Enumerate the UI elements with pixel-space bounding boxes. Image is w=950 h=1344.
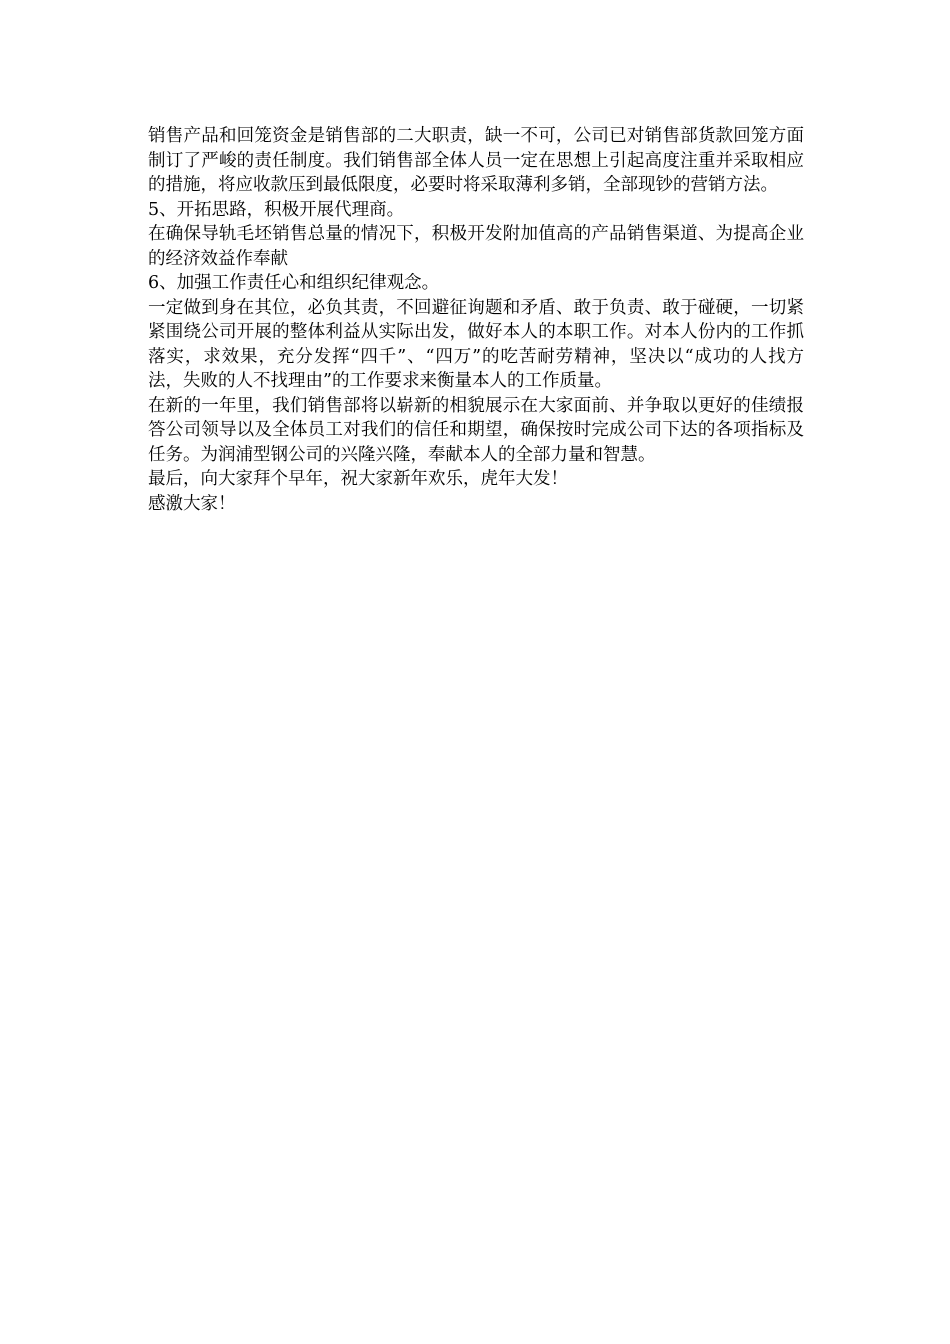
paragraph-collection-duty: 销售产品和回笼资金是销售部的二大职责，缺一不可，公司已对销售部货款回笼方面制订了严峻的责任制度。我们销售部全体人员一定在思想上引起高度注重并采取相应的措施，将应收款压到最低限度，必要时将采取薄利多销，全部现钞的营销方法。 [148,126,804,195]
heading-item-6: 6、加强工作责任心和组织纪律观念。 [148,273,440,293]
paragraph-sales-channels: 在确保导轨毛坯销售总量的情况下，积极开发附加值高的产品销售渠道、为提高企业的经济效益作奉献 [148,224,804,269]
document-body [148,124,804,516]
paragraph-responsibility: 一定做到身在其位，必负其责，不回避征询题和矛盾、敢于负责、敢于碰硬，一切紧紧围绕公司开展的整体利益从实际出发，做好本人的本职工作。对本人份内的工作抓落实，求效果，充分发挥“四千”、“四万”的吃苦耐劳精神，坚决以“成功的人找方法，失败的人不找理由”的工作要求来衡量本人的工作质量。 [148,297,804,391]
paragraph-thanks: 感激大家！ [148,493,236,514]
paragraph-greeting: 最后，向大家拜个早年，祝大家新年欢乐，虎年大发！ [148,469,568,489]
paragraph-new-year-outlook: 在新的一年里，我们销售部将以崭新的相貌展示在大家面前、并争取以更好的佳绩报答公司领导以及全体员工对我们的信任和期望，确保按时完成公司下达的各项指标及任务。为润浦型钢公司的兴隆兴隆，奉献本人的全部力量和智慧。 [148,395,804,465]
heading-item-5: 5、开拓思路，积极开展代理商。 [148,199,405,220]
